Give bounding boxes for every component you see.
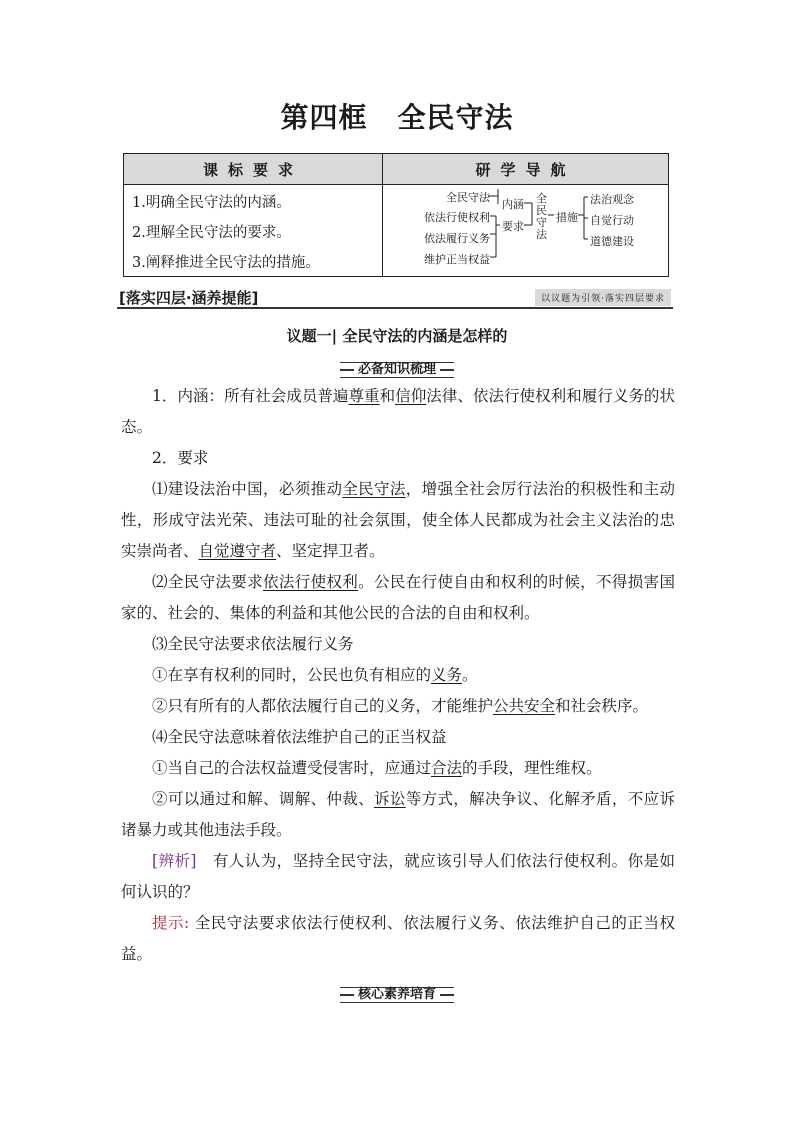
requirement-item: 1.明确全民守法的内涵。 (132, 195, 291, 211)
banner-label: 必备知识梳理 (340, 362, 454, 378)
paragraph: ②可以通过和解、调解、仲裁、诉讼等方式，解决争议、化解矛盾，不应诉诸暴力或其他违法手段。 (121, 790, 675, 839)
diagram-right-item: 道德建设 (590, 235, 634, 248)
requirements-list (132, 188, 378, 278)
section-tag: 以议题为引领·落实四层要求 (535, 289, 671, 306)
paragraph: ⑵全民守法要求依法行使权利。公民在行使自由和权利的时候，不得损害国家的、社会的、集体的利益和其他公民的合法的自由和权利。 (121, 573, 675, 622)
requirement-item: 3.阐释推进全民守法的措施。 (132, 255, 320, 271)
diagram-left-item: 依法履行义务 (424, 232, 490, 245)
banner-core-literacy (0, 983, 794, 1003)
topic-heading: 议题一| 全民守法的内涵是怎样的 (286, 327, 508, 345)
paragraph: ⑷全民守法意味着依法维护自己的正当权益 (152, 728, 447, 746)
content-body (121, 381, 675, 970)
paragraph: ①当自己的合法权益遭受侵害时，应通过合法的手段，理性维权。 (152, 759, 602, 777)
hint-answer: 提示: 全民守法要求依法行使权利、依法履行义务、依法维护自己的正当权益。 (121, 914, 675, 963)
concept-diagram (382, 184, 670, 276)
banner-essential-knowledge (0, 358, 794, 378)
paragraph: ②只有所有的人都依法履行自己的义务，才能维护公共安全和社会秩序。 (152, 697, 649, 715)
diagram-mid-top: 内涵 (502, 198, 524, 211)
diagram-right-item: 自觉行动 (590, 214, 634, 227)
diagram-left-item: 依法行使权利 (424, 211, 490, 224)
paragraph: 2．要求 (152, 449, 209, 467)
diagram-measure: 措施 (556, 211, 578, 224)
paragraph: ①在享有权利的同时，公民也负有相应的义务。 (152, 666, 478, 684)
diagram-left-item: 全民守法 (446, 191, 490, 204)
section-title: [落实四层·涵养提能] (119, 289, 259, 307)
analysis-question: [辨析] 有人认为，坚持全民守法，就应该引导人们依法行使权利。你是如何认识的？ (121, 852, 675, 901)
diagram-left-item: 维护正当权益 (424, 253, 490, 266)
section-bar (117, 287, 673, 309)
paragraph: 1．内涵：所有社会成员普遍尊重和信仰法律、依法行使权利和履行义务的状态。 (121, 387, 675, 436)
table-header-standards: 课标要求 (124, 154, 383, 185)
title-part1: 第四框 (280, 101, 368, 134)
page-title (0, 96, 794, 136)
paragraph: ⑴建设法治中国，必须推动全民守法，增强全社会厉行法治的积极性和主动性，形成守法光荣、违法可耻的社会氛围，使全体人民都成为社会主义法治的忠实崇尚者、自觉遵守者、坚定捍卫者。 (121, 480, 675, 560)
diagram-mid-bottom: 要求 (502, 220, 524, 233)
hint-tag: 提示: (152, 914, 190, 932)
requirement-item: 2.理解全民守法的要求。 (132, 225, 291, 241)
banner-label: 核心素养培育 (340, 987, 454, 1003)
analysis-tag: [辨析] (152, 852, 197, 870)
paragraph: ⑶全民守法要求依法履行义务 (152, 635, 354, 653)
title-part2: 全民守法 (397, 101, 514, 134)
diagram-right-item: 法治观念 (590, 193, 634, 206)
diagram-center: 全民守法 (536, 192, 547, 241)
table-header-guide: 研学导航 (383, 154, 668, 185)
